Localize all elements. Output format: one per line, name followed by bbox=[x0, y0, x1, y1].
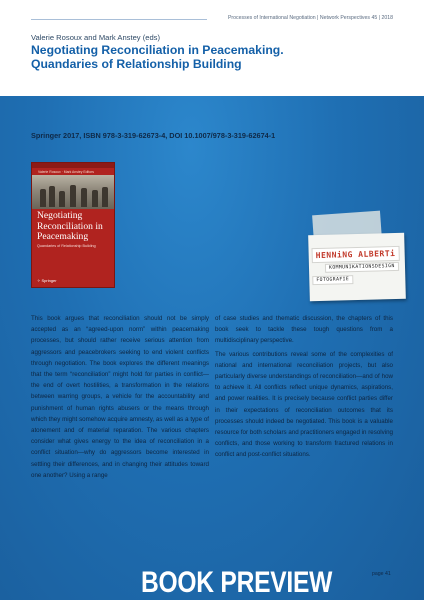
cover-title-line-2: Reconciliation in bbox=[37, 220, 103, 232]
cover-photo-figure bbox=[70, 185, 76, 207]
cover-photo-figure bbox=[49, 186, 55, 207]
page-number: page 41 bbox=[372, 571, 391, 577]
cover-top-strip bbox=[32, 163, 115, 168]
book-title-line-2: Quandaries of Relationship Building bbox=[31, 57, 242, 71]
body-paragraph: This book argues that reconciliation should not be simply accepted as an “agreed-upon norm” within peacemaking processes, but should rather receive serious attention from aggressors and peacebrokers seeking to end violent conflicts through negotiation. The book explores the different meanings that the term “reconciliation” might hold for parties in conflict—the end of overt hostilities, a transformation in the relations between warring groups, a vehicle for the accountability and punishment of human rights abusers or the means through which they might somehow acquire amnesty, as well as a type of atonement and of material reparation. The various chapters consider what gives energy to the idea of reconciliation in a conflict situation—why do aggressors become interested in settling their differences, and in changing their attitudes toward one another? Using a range bbox=[31, 315, 209, 479]
book-title-line-1: Negotiating Reconciliation in Peacemaking. bbox=[31, 43, 284, 57]
body-paragraph: of case studies and thematic discussion, the chapters of this book seek to tackle these tough questions from a multidisciplinary perspective. bbox=[215, 315, 393, 345]
cover-publisher-logo: ✧ Springer bbox=[37, 278, 57, 283]
cover-photo-figure bbox=[102, 187, 108, 207]
cover-photo-figure bbox=[81, 188, 87, 207]
ad-service-1: KOMMUNIKATIONSDESIGN bbox=[325, 262, 399, 273]
ad-service-2: FOTOGRAFIE bbox=[312, 275, 353, 285]
book-editors: Valerie Rosoux and Mark Anstey (eds) bbox=[31, 33, 161, 42]
cover-photo bbox=[32, 175, 115, 209]
header-rule bbox=[31, 19, 207, 20]
cover-title bbox=[37, 211, 113, 243]
running-head: Processes of International Negotiation | Network Perspectives 45 | 2018 bbox=[227, 15, 393, 21]
cover-photo-figure bbox=[59, 191, 65, 207]
cover-title-line-3: Peacemaking bbox=[37, 231, 89, 242]
cover-photo-figure bbox=[40, 189, 46, 207]
body-column-left bbox=[31, 313, 209, 481]
header-band bbox=[0, 0, 424, 96]
cover-subtitle: Quandaries of Relationship Building bbox=[37, 244, 96, 248]
body-column-right bbox=[215, 313, 393, 461]
publication-info: Springer 2017, ISBN 978-3-319-62673-4, DOI 10.1007/978-3-319-62674-1 bbox=[31, 131, 276, 140]
cover-photo-figure bbox=[92, 190, 98, 207]
cover-title-line-1: Negotiating bbox=[37, 210, 83, 221]
section-title: BOOK PREVIEW bbox=[141, 566, 333, 599]
cover-editors: Valerie Rosoux · Mark Anstey Editors bbox=[38, 170, 94, 174]
ad-company-name: HENNiNG ALBERTi bbox=[311, 246, 399, 263]
book-cover bbox=[31, 162, 115, 288]
advertisement-card bbox=[308, 233, 406, 301]
body-paragraph: The various contributions reveal some of the complexities of national and international reconciliation projects, but also particularly diverse understandings of reconciliation—and of how to achieve it. All conflicts reflect unique dynamics, aspirations, and power realities. It is precisely because conflict parties differ in their expectations of reconciliation outcomes that its processes should indeed be negotiated. This book is a valuable resource for both scholars and practitioners engaged in resolving conflicts, and those working to transform fractured relations in conflict and post-conflict situations. bbox=[215, 350, 393, 459]
book-title bbox=[31, 43, 401, 71]
